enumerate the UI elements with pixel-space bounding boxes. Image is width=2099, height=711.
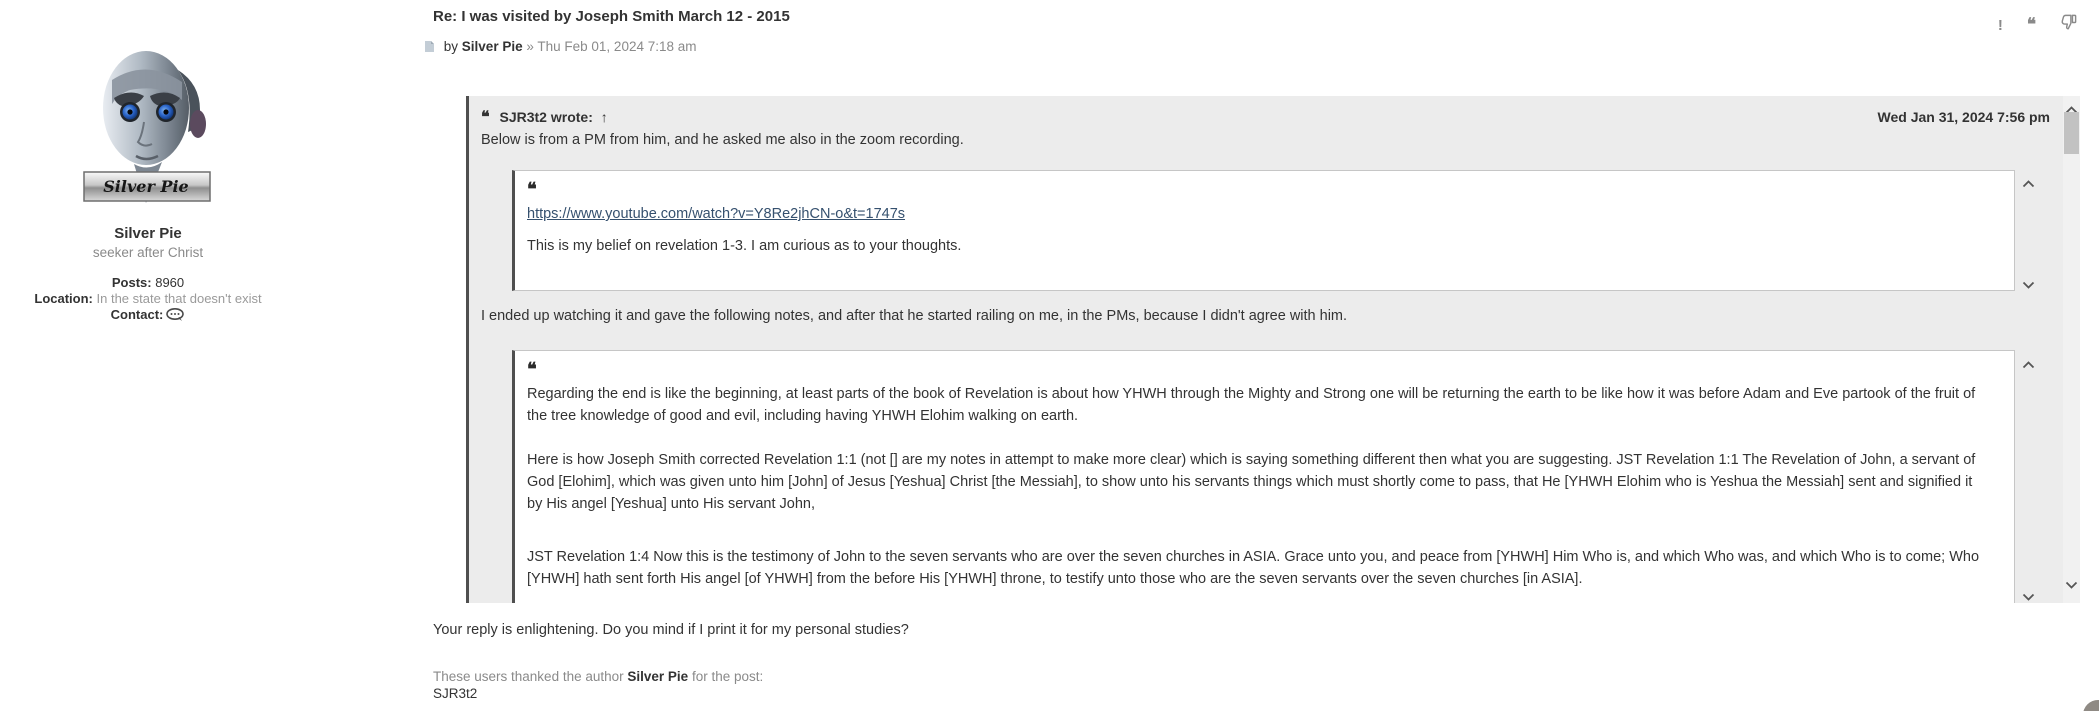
- quote-block-outer: [466, 96, 2080, 603]
- quote-post-icon[interactable]: ❝: [2026, 15, 2035, 34]
- chevron-down-icon[interactable]: [2022, 276, 2036, 285]
- report-post-icon[interactable]: !: [1997, 16, 2003, 34]
- chevron-down-icon[interactable]: [2065, 576, 2078, 594]
- quote-author[interactable]: SJR3t2: [499, 109, 547, 125]
- posts-label: Posts:: [111, 275, 152, 290]
- open-quote-icon: ❝: [527, 179, 537, 199]
- byline-separator: »: [526, 39, 534, 54]
- profile-rank: seeker after Christ: [92, 245, 204, 260]
- author-profile-panel: [0, 40, 296, 326]
- quote-attribution: [481, 107, 608, 127]
- quote-scrollbar[interactable]: [2063, 96, 2080, 603]
- speech-bubble-icon[interactable]: [166, 308, 185, 326]
- location-value: In the state that doesn't exist: [96, 290, 262, 306]
- robot-avatar-image: [82, 40, 214, 204]
- post-title[interactable]: Re: I was visited by Joseph Smith March 12 - 2015: [433, 8, 790, 25]
- jump-to-post-arrow[interactable]: ↑: [600, 109, 608, 125]
- corner-floating-button[interactable]: [2083, 700, 2099, 711]
- open-quote-icon: ❝: [527, 359, 537, 379]
- thanks-line: [433, 668, 763, 685]
- profile-location-row: [0, 291, 296, 307]
- thumbs-down-icon[interactable]: [2059, 13, 2078, 37]
- page-icon[interactable]: [424, 40, 435, 56]
- profile-details: [0, 275, 296, 326]
- quote-block-nested-1: [512, 170, 2015, 291]
- quote-block-nested-2: [512, 350, 2015, 603]
- avatar-nameplate-text: Silver Pie: [103, 177, 189, 196]
- thanks-block: [433, 668, 763, 702]
- nested-quote-2-paragraph: Here is how Joseph Smith corrected Revelation 1:1 (not [] are my notes in attempt to make more clear) which is saying something different then what you are suggesting. JST Revelation 1:1 The Revelation of John, a servant of God [Elohim], which was given unto him [John] of Jesus [Yeshua] Christ [the Messiah], to show unto his servants things which must shortly come to pass, that He [YHWH Elohim who is Yeshua the Messiah] sent and signified it by His angel [Yeshua] unto His servant John,: [527, 452, 1976, 512]
- youtube-link[interactable]: https://www.youtube.com/watch?v=Y8Re2jhCN-o&t=1747s: [527, 206, 906, 222]
- chevron-up-icon[interactable]: [2022, 175, 2036, 184]
- quote-lead-text: Below is from a PM from him, and he asked me also in the zoom recording.: [481, 132, 964, 148]
- quote-middle-text: I ended up watching it and gave the following notes, and after that he started railing on me, in the PMs, because I didn't agree with him.: [481, 308, 1348, 324]
- nested-quote-2-paragraph: Regarding the end is like the beginning, at least parts of the book of Revelation is about how YHWH through the Mighty and Strong one will be returning the earth to be like how it was before Adam and Eve partook of the fruit of the tree knowledge of good and evil, including having YHWH Elohim walking on earth.: [527, 386, 1976, 424]
- scrollbar-thumb[interactable]: [2064, 112, 2079, 154]
- quote-timestamp: Wed Jan 31, 2024 7:56 pm: [1877, 109, 2050, 125]
- post-reply-text: Your reply is enlightening. Do you mind if I print it for my personal studies?: [433, 622, 909, 638]
- byline-author[interactable]: Silver Pie: [461, 39, 523, 54]
- nested-quote-2-paragraph: JST Revelation 1:4 Now this is the testimony of John to the seven servants who are over the seven churches in ASIA. Grace unto you, and peace from [YHWH] Him Who is, and which Who was, and which Who is to come; Who [YHWH] hath sent forth His angel [of YHWH] from the before His [YHWH] throne, to testify unto those who are the seven servants over the seven churches [in ASIA].: [527, 549, 1980, 587]
- profile-username[interactable]: Silver Pie: [114, 225, 182, 242]
- chevron-up-icon[interactable]: [2022, 356, 2036, 365]
- posts-count[interactable]: 8960: [155, 275, 185, 290]
- post-byline: [424, 39, 697, 56]
- post-action-buttons: [1998, 13, 2078, 37]
- open-quote-icon: ❝: [481, 109, 490, 126]
- byline-by: by: [443, 39, 459, 54]
- avatar[interactable]: [82, 40, 214, 209]
- byline-date: Thu Feb 01, 2024 7:18 am: [537, 39, 697, 54]
- profile-contact-row: [0, 307, 296, 326]
- thanks-user-link[interactable]: SJR3t2: [433, 686, 478, 701]
- contact-label: Contact:: [110, 307, 164, 322]
- thanks-suffix: for the post:: [691, 669, 764, 684]
- chevron-down-icon[interactable]: [2022, 588, 2036, 597]
- thanks-prefix: These users thanked the author: [433, 669, 624, 684]
- profile-posts-row: [0, 275, 296, 291]
- nested-quote-1-text: This is my belief on revelation 1-3. I am curious as to your thoughts.: [527, 238, 962, 254]
- location-label: Location:: [34, 290, 93, 306]
- thanks-author[interactable]: Silver Pie: [627, 669, 689, 684]
- quote-wrote-label: wrote:: [550, 109, 593, 125]
